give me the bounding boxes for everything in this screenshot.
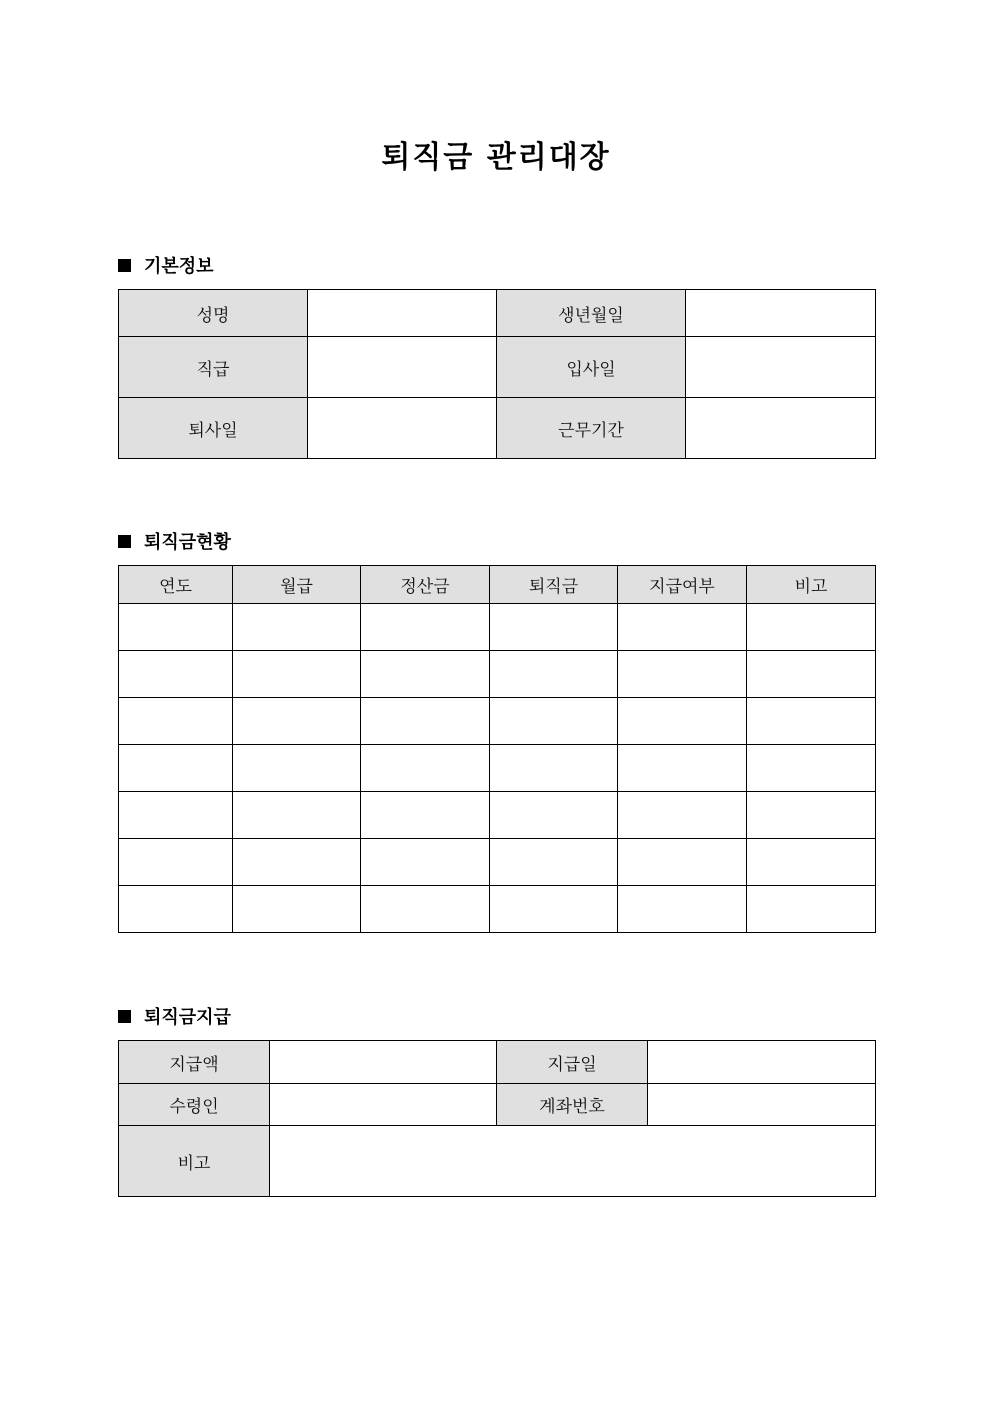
table-cell[interactable] <box>119 698 233 745</box>
table-cell[interactable] <box>618 886 747 933</box>
table-row <box>119 698 876 745</box>
section-heading-severance-status <box>118 529 231 553</box>
column-header-year: 연도 <box>119 566 233 604</box>
table-cell[interactable] <box>233 792 361 839</box>
table-cell[interactable] <box>490 698 618 745</box>
table-cell[interactable] <box>618 698 747 745</box>
table-cell[interactable] <box>119 886 233 933</box>
table-cell[interactable] <box>618 745 747 792</box>
table-cell[interactable] <box>747 886 876 933</box>
column-header-paid-status: 지급여부 <box>618 566 747 604</box>
table-cell[interactable] <box>618 651 747 698</box>
table-cell[interactable] <box>119 792 233 839</box>
severance-status-table <box>118 565 876 933</box>
table-cell[interactable] <box>119 651 233 698</box>
table-cell[interactable] <box>490 792 618 839</box>
column-header-salary: 월급 <box>233 566 361 604</box>
table-header-row <box>119 566 876 604</box>
table-cell[interactable] <box>490 604 618 651</box>
table-cell[interactable] <box>233 604 361 651</box>
table-cell[interactable] <box>233 698 361 745</box>
table-cell[interactable] <box>490 886 618 933</box>
table-cell[interactable] <box>361 698 490 745</box>
table-cell[interactable] <box>747 792 876 839</box>
table-cell[interactable] <box>233 651 361 698</box>
table-row <box>119 651 876 698</box>
table-row <box>119 604 876 651</box>
table-row <box>119 290 876 337</box>
table-cell[interactable] <box>119 745 233 792</box>
birthdate-label: 생년월일 <box>497 290 686 337</box>
table-cell[interactable] <box>747 745 876 792</box>
name-label: 성명 <box>119 290 308 337</box>
table-cell[interactable] <box>490 839 618 886</box>
table-cell[interactable] <box>233 839 361 886</box>
table-cell[interactable] <box>119 839 233 886</box>
table-cell[interactable] <box>361 839 490 886</box>
table-cell[interactable] <box>361 604 490 651</box>
square-bullet-icon <box>118 259 131 272</box>
section-heading-basic-info <box>118 253 214 277</box>
table-cell[interactable] <box>747 839 876 886</box>
table-row <box>119 792 876 839</box>
square-bullet-icon <box>118 535 131 548</box>
remarks-field[interactable] <box>270 1126 876 1197</box>
table-cell[interactable] <box>361 886 490 933</box>
recipient-field[interactable] <box>270 1084 497 1126</box>
hire-date-field[interactable] <box>686 337 876 398</box>
table-cell[interactable] <box>747 651 876 698</box>
table-row <box>119 886 876 933</box>
table-cell[interactable] <box>747 698 876 745</box>
table-row <box>119 1126 876 1197</box>
service-period-field[interactable] <box>686 398 876 459</box>
column-header-severance: 퇴직금 <box>490 566 618 604</box>
name-field[interactable] <box>308 290 497 337</box>
column-header-remarks: 비고 <box>747 566 876 604</box>
hire-date-label: 입사일 <box>497 337 686 398</box>
table-cell[interactable] <box>233 886 361 933</box>
column-header-settlement: 정산금 <box>361 566 490 604</box>
table-cell[interactable] <box>490 651 618 698</box>
square-bullet-icon <box>118 1010 131 1023</box>
payment-amount-label: 지급액 <box>119 1041 270 1084</box>
position-field[interactable] <box>308 337 497 398</box>
table-row <box>119 839 876 886</box>
table-cell[interactable] <box>361 745 490 792</box>
table-cell[interactable] <box>618 604 747 651</box>
table-row <box>119 337 876 398</box>
table-row <box>119 1041 876 1084</box>
account-number-field[interactable] <box>648 1084 876 1126</box>
remarks-label: 비고 <box>119 1126 270 1197</box>
basic-info-table <box>118 289 876 459</box>
table-cell[interactable] <box>618 792 747 839</box>
severance-payment-table <box>118 1040 876 1197</box>
page-title: 퇴직금 관리대장 <box>381 140 611 175</box>
resignation-date-label: 퇴사일 <box>119 398 308 459</box>
payment-amount-field[interactable] <box>270 1041 497 1084</box>
table-cell[interactable] <box>119 604 233 651</box>
section-heading-label: 기본정보 <box>144 256 214 277</box>
section-heading-label: 퇴직금지급 <box>144 1007 231 1028</box>
table-row <box>119 1084 876 1126</box>
table-cell[interactable] <box>361 651 490 698</box>
table-row <box>119 398 876 459</box>
account-number-label: 계좌번호 <box>497 1084 648 1126</box>
section-heading-severance-payment <box>118 1004 231 1028</box>
birthdate-field[interactable] <box>686 290 876 337</box>
table-cell[interactable] <box>490 745 618 792</box>
table-row <box>119 745 876 792</box>
service-period-label: 근무기간 <box>497 398 686 459</box>
payment-date-label: 지급일 <box>497 1041 648 1084</box>
table-cell[interactable] <box>361 792 490 839</box>
table-cell[interactable] <box>233 745 361 792</box>
resignation-date-field[interactable] <box>308 398 497 459</box>
position-label: 직급 <box>119 337 308 398</box>
recipient-label: 수령인 <box>119 1084 270 1126</box>
payment-date-field[interactable] <box>648 1041 876 1084</box>
table-cell[interactable] <box>618 839 747 886</box>
table-cell[interactable] <box>747 604 876 651</box>
section-heading-label: 퇴직금현황 <box>144 532 231 553</box>
